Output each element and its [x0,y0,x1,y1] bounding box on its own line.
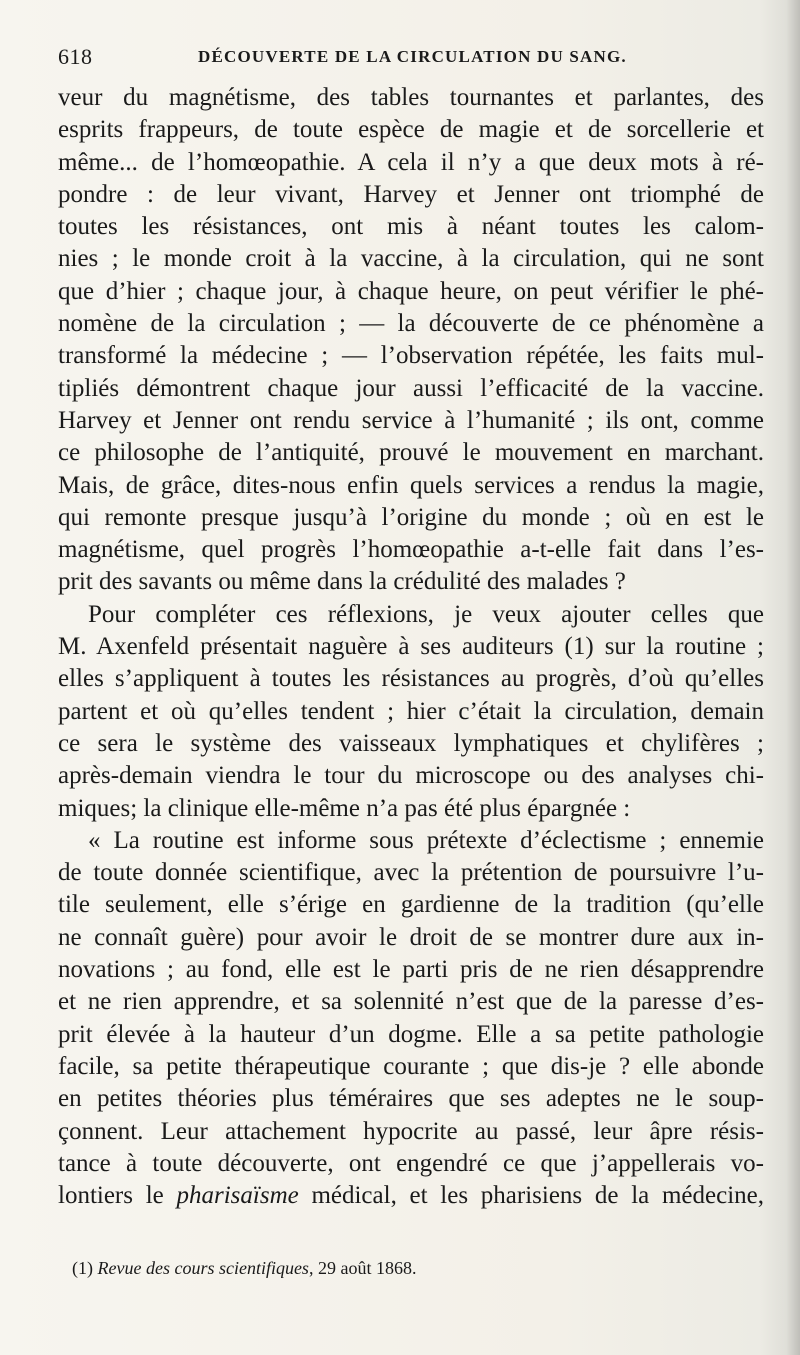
text-line: qui remonte presque jusqu’à l’origine du monde ; où en est le [58,503,764,531]
text-line: M. Axenfeld présentait naguère à ses auditeurs (1) sur la routine ; [58,633,764,661]
text-line: Pour compléter ces réflexions, je veux ajouter celles que [88,600,764,628]
text-line: partent et où qu’elles tendent ; hier c’était la circulation, demain [58,697,764,725]
text-line: ne connaît guère) pour avoir le droit de se montrer dure aux in- [58,923,764,951]
text-line: miques; la clinique elle-même n’a pas été plus épargnée : [58,794,631,822]
text-line: ce philosophe de l’antiquité, prouvé le mouvement en marchant. [58,439,764,467]
text-line: elles s’appliquent à toutes les résistances au progrès, d’où qu’elles [58,665,764,693]
text-line: novations ; au fond, elle est le parti pris de ne rien désapprendre [58,956,764,984]
text-line: facile, sa petite thérapeutique courante ; que dis-je ? elle abonde [58,1052,764,1080]
text-line: prit des savants ou même dans la crédulité des malades ? [58,568,626,596]
text-line: que d’hier ; chaque jour, à chaque heure, on peut vérifier le phé- [58,277,764,305]
text-line-last [58,1180,764,1212]
page-header [58,44,764,74]
body-text [58,82,764,1212]
text-line: « La routine est informe sous prétexte d’éclectisme ; ennemie [88,826,764,854]
text-line: magnétisme, quel progrès l’homœopathie a-t-elle fait dans l’es- [58,536,764,564]
text-fragment: médical, et les pharisiens de la médecine, [298,1182,764,1210]
text-line: veur du magnétisme, des tables tournantes et parlantes, des [58,84,764,111]
page-edge-shadow [786,0,800,1355]
text-line: pondre : de leur vivant, Harvey et Jenner ont triomphé de [58,180,764,208]
text-line: tance à toute découverte, ont engendré ce que j’appellerais vo- [58,1149,764,1177]
text-line: toutes les résistances, ont mis à néant toutes les calom- [58,213,764,241]
running-title: DÉCOUVERTE DE LA CIRCULATION DU SANG. [198,47,627,66]
footnote-date: , 29 août 1868. [308,1258,417,1278]
text-line: après-demain viendra le tour du microscope ou des analyses chi- [58,762,764,790]
text-line: nies ; le monde croit à la vaccine, à la circulation, qui ne sont [58,245,764,273]
text-line: nomène de la circulation ; — la découverte de ce phénomène a [58,310,764,338]
text-line: çonnent. Leur attachement hypocrite au passé, leur âpre résis- [58,1117,764,1145]
text-line: transformé la médecine ; — l’observation répétée, les faits mul- [58,342,764,370]
text-line: de toute donnée scientifique, avec la prétention de poursuivre l’u- [58,859,764,887]
text-line: prit élevée à la hauteur d’un dogme. Elle a sa petite pathologie [58,1020,764,1048]
text-line: esprits frappeurs, de toute espèce de magie et de sorcellerie et [58,116,764,144]
text-line: tile seulement, elle s’érige en gardienne de la tradition (qu’elle [58,891,764,919]
text-line: Harvey et Jenner ont rendu service à l’humanité ; ils ont, comme [58,406,764,434]
text-line: Mais, de grâce, dites-nous enfin quels services a rendus la magie, [58,471,764,499]
text-line: en petites théories plus téméraires que ses adeptes ne le soup- [58,1085,764,1113]
footnote [72,1256,762,1280]
italic-term: pharisaïsme [176,1182,299,1210]
text-line: ce sera le système des vaisseaux lymphatiques et chylifères ; [58,729,764,757]
text-line: tipliés démontrent chaque jour aussi l’efficacité de la vaccine. [58,374,764,402]
text-line: et ne rien apprendre, et sa solennité n’est que de la paresse d’es- [58,988,764,1016]
footnote-marker: (1) [72,1258,93,1278]
footnote-source-title: Revue des cours scientifiques [97,1258,309,1278]
page-number: 618 [58,44,93,69]
text-line: même... de l’homœopathie. A cela il n’y a que deux mots à ré- [58,148,764,176]
text-fragment: lontiers le [58,1182,177,1210]
